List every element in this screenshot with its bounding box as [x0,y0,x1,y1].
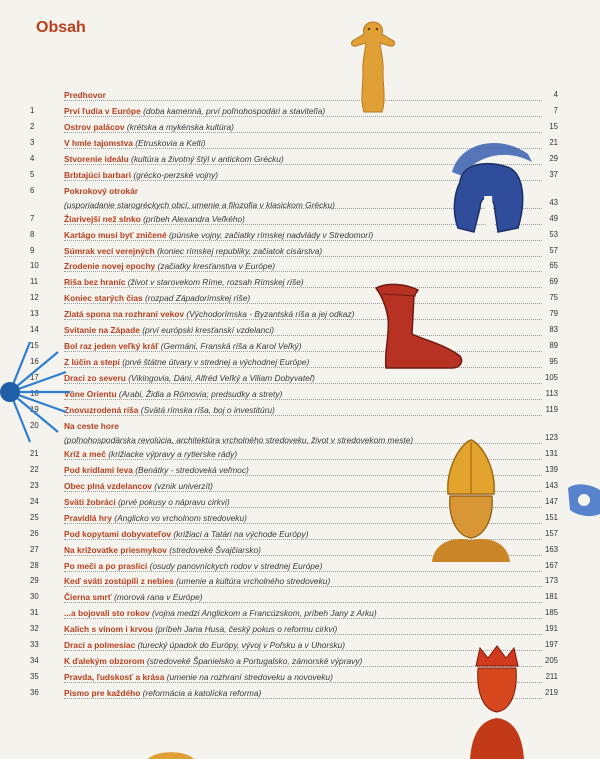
chapter-title: Brbtajúci barbari [64,169,132,180]
chapter-subtitle: (doba kamenná, prví poľnohospodári a staviteľia) [143,105,326,116]
page-number: 131 [544,448,558,458]
chapter-number: 27 [30,544,39,554]
chapter-title: Draci a polmesiac [64,640,136,651]
chapter-number: 5 [30,169,35,179]
chapter-title: Po meči a po praslici [64,560,148,571]
chapter-subtitle: (príbeh Jana Husa, český pokus o reformu cirkvi) [155,624,338,635]
chapter-number: 12 [30,293,39,303]
chapter-number: 16 [30,357,39,367]
chapter-title: Žiarivejší než slnko [64,213,141,224]
toc-row[interactable] [30,104,558,118]
chapter-number: 15 [30,341,39,351]
chapter-title: Pravda, ľudskosť a krása [64,672,165,683]
page-number: 205 [544,656,558,666]
chapter-subtitle: (Arabi, Židia a Rómovia; predsudky a strety) [118,389,283,400]
chapter-subtitle: (prví európski kresťanskí vzdelanci) [142,325,275,336]
toc-entry [64,88,536,102]
chapter-number: 7 [30,213,35,223]
chapter-title: Pod kopytami dobyvateľov [64,528,172,539]
chapter-subtitle: (rozpad Západorímskej ríše) [145,293,251,304]
page-number: 89 [549,341,558,351]
page-number: 105 [544,373,558,383]
bishop-bust-illustration [426,438,516,562]
chapter-number: 22 [30,464,39,474]
page-number: 147 [544,496,558,506]
chapter-number: 17 [30,373,39,383]
page-number: 4 [553,90,558,99]
chapter-subtitle: (Vikingovia, Dáni, Alfréd Veľký a Viliam Dobyvateľ) [128,373,315,384]
chapter-subtitle: (vojna medzi Anglickom a Francúzskom, príbeh Jany z Arku) [151,608,377,619]
chapter-subtitle: (púnske vojny, začiatky rímskej nadvlády v Stredomorí) [169,229,374,240]
medieval-boot-illustration [372,282,466,372]
chapter-number: 18 [30,389,39,399]
toc-row[interactable] [30,574,558,588]
toc-row[interactable] [30,590,558,604]
page-number: 29 [549,153,558,163]
chapter-number: 36 [30,688,39,698]
page-number: 15 [549,121,558,131]
page-number: 197 [544,640,558,650]
chapter-subtitle: (križiaci a Tatári na východe Európy) [173,528,309,539]
chapter-number: 24 [30,496,39,506]
page-number: 139 [544,464,558,474]
idol-figurine-illustration [348,20,398,116]
chapter-title: Pravidlá hry [64,512,112,523]
chapter-title: Predhovor [64,90,106,100]
chapter-number: 14 [30,325,39,335]
page-number: 157 [544,528,558,538]
chapter-subtitle: (koniec rímskej republiky, začiatok cisárstva) [157,245,323,256]
figure-bottom-decoration [146,748,196,759]
chapter-title: Prví ľudia v Európe [64,105,141,116]
page-number: 163 [544,544,558,554]
page-number: 37 [549,169,558,179]
page-number: 219 [544,688,558,698]
toc-row[interactable] [30,88,558,102]
chapter-number: 30 [30,592,39,602]
page-number: 119 [545,405,558,414]
toc-entry [64,606,536,620]
chapter-title: Na ceste hore [64,420,119,431]
greek-helmet-illustration [440,132,540,244]
chapter-subtitle: (príbeh Alexandra Veľkého) [143,213,245,224]
toc-row[interactable] [30,291,558,305]
chapter-title: Pokrokový otrokár [64,185,139,196]
chapter-subtitle: (osudy panovníckych rodov v strednej Európe) [149,560,323,571]
chapter-title: Ríša bez hraníc [64,277,126,288]
chapter-title: Na križovatke priesmykov [64,544,167,555]
page-number: 181 [544,592,558,602]
chapter-subtitle: (turecký úpadok do Európy, vývoj v Poľsku a v Uhorsku) [137,640,346,651]
chapter-title: Svitanie na Západe [64,325,140,336]
toc-row[interactable] [30,307,558,321]
chapter-number: 9 [30,245,35,255]
chapter-title: Znovuzrodená ríša [64,405,139,415]
toc-row[interactable] [30,275,558,289]
chapter-number: 28 [30,560,39,570]
page-number: 65 [549,261,558,271]
chapter-subtitle: (prvé pokusy o nápravu cirkvi) [118,496,230,507]
toc-entry [64,590,536,604]
chapter-title: Ostrov palácov [64,121,125,132]
toc-row[interactable] [30,323,558,337]
chapter-title: Zlatá spona na rozhraní vekov [64,309,185,320]
chapter-number: 34 [30,656,39,666]
chapter-number: 3 [30,137,35,147]
page-number: 167 [544,560,558,570]
page-number: 185 [544,608,558,618]
toc-entry [64,574,536,588]
page-number: 69 [549,277,558,287]
page-number: 75 [549,293,558,303]
chapter-title: Draci zo severu [64,373,126,384]
chapter-subtitle: (kultúra a životný štýl v antickom Grécku) [131,153,284,164]
chapter-title: Zrodenie novej epochy [64,261,156,272]
chapter-title: Čierna smrť [64,592,112,603]
page-number: 151 [544,512,558,522]
chapter-subtitle: (vznik univerzít) [154,480,213,491]
sun-star-decoration [0,338,72,446]
toc-row[interactable] [30,403,558,417]
chapter-number: 29 [30,576,39,586]
chapter-number: 20 [30,420,39,430]
page-number: 83 [549,325,558,335]
chapter-title: Kalich s vínom i krvou [64,624,153,635]
chapter-number: 32 [30,624,39,634]
toc-row[interactable] [30,244,558,258]
chapter-title: Obec plná vzdelancov [64,480,152,491]
page-number: 211 [545,672,558,682]
chapter-number: 23 [30,480,39,490]
page-number: 191 [544,624,558,634]
toc-row[interactable] [30,259,558,273]
chapter-title: Kríž a meč [64,448,106,459]
chapter-number: 4 [30,153,35,163]
chapter-subtitle: (morová rana v Európe) [114,592,203,603]
chapter-title: ...a bojovali sto rokov [64,608,150,619]
toc-row[interactable] [30,606,558,620]
chapter-subtitle: (umenie na rozhraní stredoveku a novoveku) [166,672,333,683]
chapter-subtitle: (Východorímska - Byzantská ríša a jej odkaz) [186,309,355,320]
chapter-subtitle: (poľnohospodárska revolúcia, architektúra vrcholného stredoveku, život v stredovekom meste) [64,434,414,445]
chapter-number: 11 [30,277,39,287]
chapter-number: 31 [30,608,39,618]
chapter-number: 2 [30,121,35,131]
chapter-title: Z lúčin a stepí [64,357,120,368]
chapter-title: Kartágo musí byť zničené [64,229,167,240]
chapter-number: 33 [30,640,39,650]
toc-entry [64,244,536,258]
page-number: 95 [549,357,558,367]
chapter-subtitle: (začiatky kresťanstva v Európe) [157,261,276,272]
king-bust-illustration [466,644,528,759]
page-title: Obsah [36,19,86,36]
chapter-number: 21 [30,448,39,458]
chapter-title: K ďalekým obzorom [64,656,145,667]
chapter-title: Stvorenie ideálu [64,153,129,164]
page-number: 49 [549,213,558,223]
page-number: 7 [553,105,558,115]
chapter-number: 35 [30,672,39,682]
chapter-number: 6 [30,185,35,195]
toc-entry [64,371,536,385]
chapter-title: V hmle tajomstva [64,137,133,148]
chapter-subtitle: (grécko-perzské vojny) [133,169,219,180]
toc-entry [64,104,536,118]
toc-entry [64,403,536,417]
chapter-subtitle: (Anglicko vo vrcholnom stredoveku) [114,512,247,523]
toc-row[interactable] [30,339,558,353]
chapter-subtitle: (Benátky - stredoveká veľmoc) [135,464,249,475]
chapter-subtitle: (Germáni, Franská ríša a Karol Veľký) [160,341,302,352]
chapter-title: Pod krídlami leva [64,464,133,475]
chapter-subtitle: (krétska a mykénska kultúra) [126,121,234,132]
chapter-subtitle: (usporiadanie starogréckych obcí, umenie a filozofia v klasickom Grécku) [64,199,335,210]
page-number: 143 [544,480,558,490]
toc-entry [64,387,536,401]
chapter-subtitle: (stredoveké Španielsko a Portugalsko, zámorské výpravy) [146,656,363,667]
page-number: 53 [549,229,558,239]
chapter-subtitle: (život v starovekom Ríme, rozsah Rímskej ríše) [127,277,304,288]
chapter-title: Koniec starých čias [64,293,143,304]
page-number: 79 [549,309,558,319]
chapter-subtitle: (umenie a kultúra vrcholného stredoveku) [176,576,331,587]
chapter-subtitle: (križiacke výpravy a rytierske rády) [108,448,238,459]
toc-row[interactable] [30,371,558,385]
chapter-title: Keď sväti zostúpili z nebies [64,576,174,587]
chapter-number: 10 [30,261,39,271]
page-number: 21 [549,137,558,147]
chapter-number: 13 [30,309,39,319]
chapter-subtitle: (Etruskovia a Kelti) [135,137,206,148]
chapter-number: 25 [30,512,39,522]
page-number: 113 [545,389,558,399]
toc-row[interactable] [30,355,558,369]
chapter-number: 8 [30,229,35,239]
chapter-title: Sväti žobráci [64,496,116,507]
small-figure-decoration [560,478,600,520]
chapter-title: Vône Orientu [64,389,117,400]
page-number: 123 [544,432,558,442]
chapter-title: Pismo pre každého [64,688,141,699]
chapter-number: 19 [30,405,39,414]
page-number: 57 [549,245,558,255]
chapter-title: Súmrak vecí verejných [64,245,155,256]
toc-entry [64,259,536,273]
toc-row[interactable] [30,622,558,636]
toc-row[interactable] [30,387,558,401]
chapter-subtitle: (stredoveké Švajčiarsko) [169,544,261,555]
chapter-subtitle: (prvé štátne útvary v strednej a východnej Európe) [122,357,310,368]
chapter-subtitle: (reformácia a katolícka reforma) [142,688,262,699]
page-number: 43 [549,197,558,207]
chapter-number: 1 [30,105,35,115]
toc-entry [64,622,536,636]
chapter-number: 26 [30,528,39,538]
chapter-subtitle: (Svätá rímska ríša, boj o investitúru) [140,405,275,415]
chapter-title: Bol raz jeden veľký kráľ [64,341,159,352]
page-number: 173 [544,576,558,586]
